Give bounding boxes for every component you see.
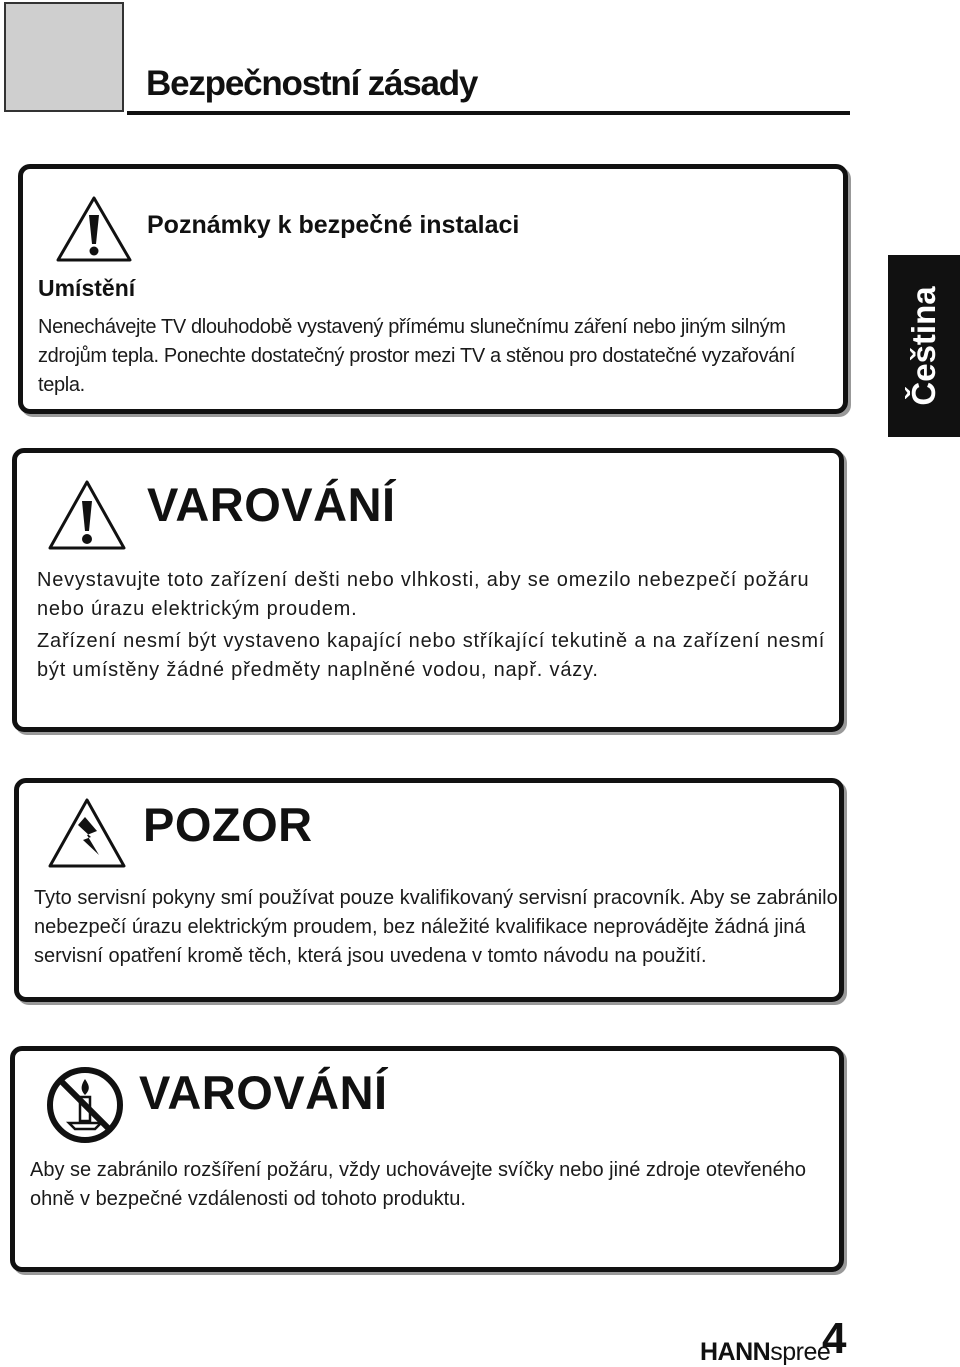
warning-1-text (37, 566, 837, 685)
warning-1-paragraph: Nevystavujte toto zařízení dešti nebo vlhkosti, aby se omezilo nebezpečí požáru nebo úrazu elektrickým proudem. (37, 569, 810, 620)
caution-box (14, 778, 844, 1002)
installation-heading: Poznámky k bezpečné instalaci (147, 211, 520, 239)
installation-text: Nenechávejte TV dlouhodobě vystavený přímému slunečnímu záření nebo jiným silným zdrojům tepla. Ponechte dostatečný prostor mezi TV a stěnou pro dostatečné vyzařování tepla. (38, 316, 795, 396)
warning-1-paragraph: Zařízení nesmí být vystaveno kapající nebo stříkající tekutině a na zařízení nesmí být umístěny žádné předměty naplněné vodou, např. vázy. (37, 630, 826, 681)
lightning-triangle-icon (47, 797, 127, 869)
brand-light: spree (770, 1338, 831, 1366)
brand-logo (700, 1338, 830, 1367)
page-title: Bezpečnostní zásady (146, 64, 478, 103)
language-tab (888, 255, 960, 437)
warning-1-heading: VAROVÁNÍ (147, 478, 396, 531)
warning-triangle-icon (47, 479, 127, 551)
language-tab-label: Čeština (905, 286, 942, 406)
no-open-flame-icon (45, 1065, 125, 1145)
caution-heading: POZOR (143, 798, 313, 851)
warning-2-heading: VAROVÁNÍ (139, 1066, 388, 1119)
warning-box-1 (12, 448, 844, 732)
caution-text: Tyto servisní pokyny smí používat pouze kvalifikovaný servisní pracovník. Aby se zabránilo nebezpečí úrazu elektrickým proudem, bez náležité kvalifikace neprovádějte žádná jiná servisní opatření kromě těch, která jsou uvedena v tomto návodu na použití. (34, 887, 838, 967)
page-number: 4 (822, 1314, 847, 1363)
warning-box-2 (10, 1046, 844, 1272)
installation-subheading: Umístění (38, 275, 136, 301)
title-rule (127, 111, 850, 115)
warning-triangle-icon (55, 195, 133, 263)
installation-box (18, 164, 848, 414)
corner-tab (4, 2, 124, 112)
brand-bold: HANN (700, 1338, 771, 1366)
warning-2-text: Aby se zabránilo rozšíření požáru, vždy uchovávejte svíčky nebo jiné zdroje otevřeného ohně v bezpečné vzdálenosti od tohoto produktu. (30, 1159, 806, 1210)
